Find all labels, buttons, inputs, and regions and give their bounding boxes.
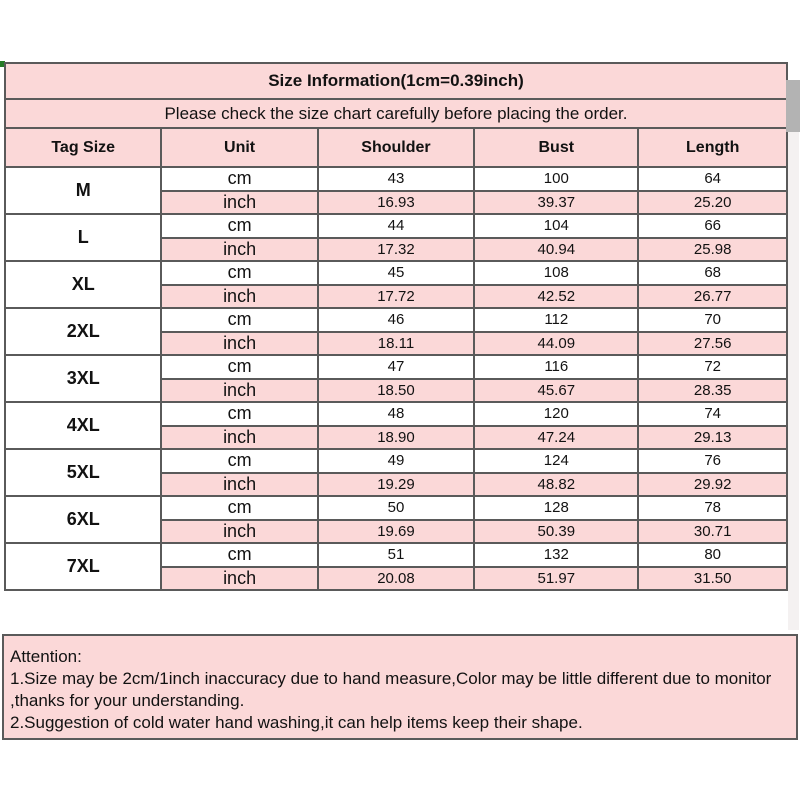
measurement-value: 26.77	[638, 285, 787, 309]
title-row	[5, 63, 787, 99]
measurement-value: 18.11	[318, 332, 474, 356]
measurement-value: 45.67	[474, 379, 638, 403]
measurement-value: 29.13	[638, 426, 787, 450]
unit-label-cm: cm	[161, 308, 317, 332]
measurement-value: 74	[638, 402, 787, 426]
tag-size-cell: 4XL	[5, 402, 161, 449]
measurement-value: 80	[638, 543, 787, 567]
unit-label-cm: cm	[161, 214, 317, 238]
unit-label-cm: cm	[161, 261, 317, 285]
size-row-L-cm	[5, 214, 787, 238]
measurement-value: 20.08	[318, 567, 474, 591]
measurement-value: 49	[318, 449, 474, 473]
measurement-value: 72	[638, 355, 787, 379]
measurement-value: 40.94	[474, 238, 638, 262]
measurement-value: 17.32	[318, 238, 474, 262]
size-table-body	[5, 167, 787, 590]
unit-label-inch: inch	[161, 191, 317, 215]
measurement-value: 44.09	[474, 332, 638, 356]
size-row-3XL-cm	[5, 355, 787, 379]
measurement-value: 68	[638, 261, 787, 285]
measurement-value: 76	[638, 449, 787, 473]
unit-label-cm: cm	[161, 496, 317, 520]
unit-label-cm: cm	[161, 402, 317, 426]
measurement-value: 16.93	[318, 191, 474, 215]
size-info-title: Size Information(1cm=0.39inch)	[5, 63, 787, 99]
col-header-length: Length	[638, 128, 787, 167]
unit-label-inch: inch	[161, 567, 317, 591]
measurement-value: 104	[474, 214, 638, 238]
unit-label-cm: cm	[161, 449, 317, 473]
tag-size-cell: XL	[5, 261, 161, 308]
measurement-value: 18.50	[318, 379, 474, 403]
tag-size-cell: L	[5, 214, 161, 261]
measurement-value: 124	[474, 449, 638, 473]
unit-label-inch: inch	[161, 426, 317, 450]
tag-size-cell: 3XL	[5, 355, 161, 402]
measurement-value: 50	[318, 496, 474, 520]
measurement-value: 51	[318, 543, 474, 567]
measurement-value: 48.82	[474, 473, 638, 497]
tag-size-cell: M	[5, 167, 161, 214]
measurement-value: 64	[638, 167, 787, 191]
measurement-value: 50.39	[474, 520, 638, 544]
measurement-value: 100	[474, 167, 638, 191]
measurement-value: 39.37	[474, 191, 638, 215]
scrollbar-track	[788, 130, 799, 630]
measurement-value: 44	[318, 214, 474, 238]
attention-line-3: 2.Suggestion of cold water hand washing,it can help items keep their shape.	[10, 713, 583, 732]
measurement-value: 132	[474, 543, 638, 567]
size-row-6XL-cm	[5, 496, 787, 520]
measurement-value: 47	[318, 355, 474, 379]
measurement-value: 43	[318, 167, 474, 191]
tag-size-cell: 6XL	[5, 496, 161, 543]
measurement-value: 31.50	[638, 567, 787, 591]
unit-label-inch: inch	[161, 520, 317, 544]
col-header-unit: Unit	[161, 128, 317, 167]
col-header-tag-size: Tag Size	[5, 128, 161, 167]
measurement-value: 25.98	[638, 238, 787, 262]
col-header-shoulder: Shoulder	[318, 128, 474, 167]
attention-heading: Attention:	[10, 647, 82, 666]
unit-label-inch: inch	[161, 238, 317, 262]
measurement-value: 27.56	[638, 332, 787, 356]
unit-label-inch: inch	[161, 332, 317, 356]
measurement-value: 45	[318, 261, 474, 285]
unit-label-inch: inch	[161, 285, 317, 309]
attention-box	[2, 634, 798, 740]
size-row-5XL-cm	[5, 449, 787, 473]
measurement-value: 108	[474, 261, 638, 285]
scrollbar-thumb[interactable]	[786, 80, 800, 132]
tag-size-cell: 7XL	[5, 543, 161, 590]
size-row-7XL-cm	[5, 543, 787, 567]
measurement-value: 78	[638, 496, 787, 520]
size-row-4XL-cm	[5, 402, 787, 426]
size-row-M-cm	[5, 167, 787, 191]
size-row-2XL-cm	[5, 308, 787, 332]
unit-label-inch: inch	[161, 379, 317, 403]
measurement-value: 120	[474, 402, 638, 426]
measurement-value: 25.20	[638, 191, 787, 215]
unit-label-cm: cm	[161, 167, 317, 191]
measurement-value: 48	[318, 402, 474, 426]
measurement-value: 116	[474, 355, 638, 379]
unit-label-inch: inch	[161, 473, 317, 497]
col-header-bust: Bust	[474, 128, 638, 167]
subtitle-row	[5, 99, 787, 128]
measurement-value: 66	[638, 214, 787, 238]
unit-label-cm: cm	[161, 543, 317, 567]
size-row-XL-cm	[5, 261, 787, 285]
measurement-value: 30.71	[638, 520, 787, 544]
size-info-subtitle: Please check the size chart carefully before placing the order.	[5, 99, 787, 128]
measurement-value: 28.35	[638, 379, 787, 403]
measurement-value: 19.69	[318, 520, 474, 544]
measurement-value: 112	[474, 308, 638, 332]
measurement-value: 46	[318, 308, 474, 332]
measurement-value: 18.90	[318, 426, 474, 450]
attention-line-1: 1.Size may be 2cm/1inch inaccuracy due to hand measure,Color may be little different due to monitor	[10, 669, 772, 688]
measurement-value: 19.29	[318, 473, 474, 497]
measurement-value: 42.52	[474, 285, 638, 309]
size-table	[4, 62, 788, 591]
tag-size-cell: 2XL	[5, 308, 161, 355]
unit-label-cm: cm	[161, 355, 317, 379]
column-header-row	[5, 128, 787, 167]
measurement-value: 17.72	[318, 285, 474, 309]
measurement-value: 70	[638, 308, 787, 332]
measurement-value: 128	[474, 496, 638, 520]
measurement-value: 51.97	[474, 567, 638, 591]
measurement-value: 47.24	[474, 426, 638, 450]
attention-line-2: ,thanks for your understanding.	[10, 691, 245, 710]
tag-size-cell: 5XL	[5, 449, 161, 496]
measurement-value: 29.92	[638, 473, 787, 497]
